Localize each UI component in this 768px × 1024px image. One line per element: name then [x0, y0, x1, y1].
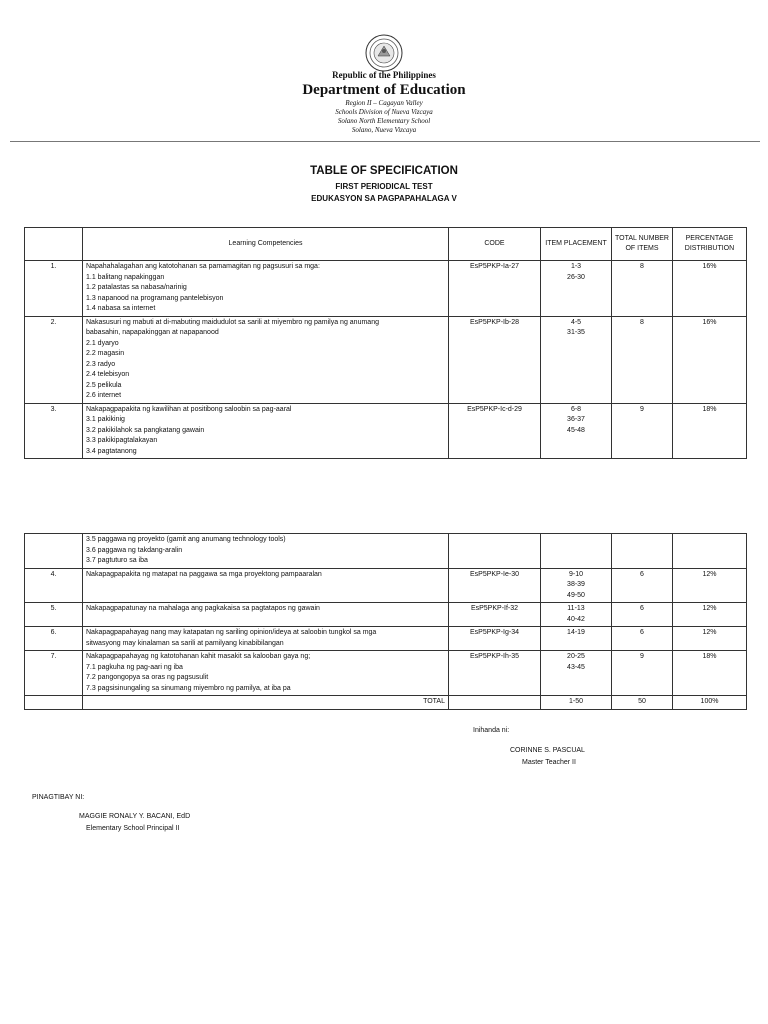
item-placement-cell — [541, 261, 612, 317]
item-placement: 43-45 — [567, 663, 585, 671]
item-placement: 36-37 — [567, 416, 585, 423]
document-subtitle-test: FIRST PERIODICAL TEST — [335, 182, 433, 191]
competency-code: EsP5PKP-Ie-30 — [449, 568, 541, 603]
prepared-by-name: CORINNE S. PASCUAL — [510, 747, 585, 754]
competency-line: 2.2 magasin — [86, 350, 125, 357]
percentage-cell: 16% — [673, 316, 747, 403]
competency-line: Nakasusuri ng mabuti at di-mabuting maidudulot sa sarili at miyembro ng pamilya ng anumang — [86, 318, 379, 326]
competency-line: 2.6 internet — [86, 392, 122, 399]
competency-number: 3. — [25, 403, 83, 459]
continuation-number-cell — [25, 534, 83, 569]
competency-line: 7.1 pagkuha ng pag-aari ng iba — [86, 663, 183, 671]
total-items-cell: 9 — [612, 651, 673, 696]
competency-line: 2.1 dyaryo — [86, 339, 119, 347]
competency-cell — [83, 603, 449, 627]
item-placement: 49-50 — [567, 591, 585, 599]
continuation-competency-cell — [83, 534, 449, 569]
competency-line: 1.2 patalastas sa nabasa/narinig — [86, 284, 187, 291]
table-row — [25, 261, 747, 317]
total-label: TOTAL — [83, 696, 449, 710]
document-title: TABLE OF SPECIFICATION — [310, 165, 458, 177]
region-line: Region II – Cagayan Valley — [345, 99, 423, 107]
competency-line: 1.1 balitang napakinggan — [86, 273, 165, 281]
competency-code: EsP5PKP-Ig-34 — [449, 627, 541, 651]
percentage-cell: 12% — [673, 603, 747, 627]
percentage-cell: 12% — [673, 568, 747, 603]
competency-line: 3.2 pakikilahok sa pangkatang gawain — [86, 426, 205, 434]
republic-heading: Republic of the Philippines — [332, 70, 436, 80]
competency-cell — [83, 403, 449, 459]
competency-line: Nakapagpapahayag nang may katapatan ng sariling opinion/ideya at saloobin tungkol sa mga — [86, 629, 377, 636]
specification-table-part2 — [24, 533, 747, 710]
competency-number: 2. — [25, 316, 83, 403]
total-items-cell: 9 — [612, 403, 673, 459]
header-competencies: Learning Competencies — [83, 228, 449, 261]
item-placement-cell — [541, 627, 612, 651]
continuation-code-cell — [449, 534, 541, 569]
table-row-continuation — [25, 534, 747, 569]
continuation-line: 3.5 paggawa ng proyekto (gamit ang anumang technology tools) — [86, 536, 286, 543]
total-items-cell: 6 — [612, 568, 673, 603]
competency-cell — [83, 316, 449, 403]
competency-number: 4. — [25, 568, 83, 603]
header-percentage: PERCENTAGE DISTRIBUTION — [673, 228, 747, 261]
competency-line: Nakapagpapakita ng matapat na paggawa sa mga proyektong pampaaralan — [86, 570, 322, 578]
total-items: 50 — [612, 696, 673, 710]
item-placement-cell — [541, 403, 612, 459]
division-line: Schools Division of Nueva Vizcaya — [335, 108, 433, 116]
continuation-total-cell — [612, 534, 673, 569]
percentage-cell: 18% — [673, 651, 747, 696]
competency-line: 3.1 pakikinig — [86, 416, 125, 423]
header-code: CODE — [449, 228, 541, 261]
competency-cell — [83, 568, 449, 603]
total-number-cell — [25, 696, 83, 710]
total-code-cell — [449, 696, 541, 710]
competency-cell — [83, 627, 449, 651]
total-items-cell: 8 — [612, 261, 673, 317]
table-header-row — [25, 228, 747, 261]
total-placement: 1-50 — [541, 696, 612, 710]
item-placement-cell — [541, 651, 612, 696]
percentage-cell: 18% — [673, 403, 747, 459]
address-line: Solano, Nueva Vizcaya — [351, 126, 417, 134]
item-placement: 45-48 — [567, 426, 585, 434]
competency-line: Nakapagpapahayag ng katotohanan kahit masakit sa kalooban gaya ng; — [86, 653, 311, 660]
item-placement: 26-30 — [567, 273, 585, 281]
competency-code: EsP5PKP-Ib-28 — [449, 316, 541, 403]
table-row — [25, 651, 747, 696]
continuation-placement-cell — [541, 534, 612, 569]
item-placement: 9-10 — [568, 570, 583, 578]
approved-by-title: Elementary School Principal II — [86, 825, 180, 832]
table-row — [25, 603, 747, 627]
competency-line: 7.3 pagsisinungaling sa sinumang miyembro ng pamilya, at iba pa — [86, 684, 291, 692]
header-total: TOTAL NUMBER OF ITEMS — [612, 228, 673, 261]
item-placement-cell — [541, 568, 612, 603]
total-percentage: 100% — [673, 696, 747, 710]
competency-number: 1. — [25, 261, 83, 317]
competency-line: Nakapagpapakita ng kawilihan at positibong saloobin sa pag-aaral — [86, 405, 292, 413]
competency-line: 2.5 pelikula — [86, 381, 122, 389]
department-heading: Department of Education — [302, 82, 466, 98]
competency-code: EsP5PKP-Ih-35 — [449, 651, 541, 696]
prepared-by-title: Master Teacher II — [522, 759, 576, 766]
competency-number: 5. — [25, 603, 83, 627]
item-placement: 31-35 — [567, 329, 585, 336]
competency-number: 7. — [25, 651, 83, 696]
item-placement: 20-25 — [567, 653, 585, 660]
document-subtitle-subject: EDUKASYON SA PAGPAPAHALAGA V — [311, 194, 457, 203]
table-row — [25, 316, 747, 403]
competency-line: 1.4 nabasa sa internet — [86, 305, 156, 312]
percentage-cell: 12% — [673, 627, 747, 651]
item-placement: 40-42 — [567, 615, 585, 623]
continuation-line: 3.7 pagtuturo sa iba — [86, 557, 148, 564]
item-placement: 11-13 — [567, 605, 585, 612]
competency-line: 3.3 pakikipagtalakayan — [86, 437, 158, 444]
competency-code: EsP5PKP-Ia-27 — [449, 261, 541, 317]
specification-table-part1 — [24, 227, 747, 459]
table-row — [25, 403, 747, 459]
item-placement-cell — [541, 603, 612, 627]
deped-seal-icon — [365, 34, 403, 72]
approved-by-label: PINAGTIBAY NI: — [32, 794, 85, 801]
header-number-cell — [25, 228, 83, 261]
continuation-line: 3.6 paggawa ng takdang-aralin — [86, 546, 183, 554]
item-placement-cell — [541, 316, 612, 403]
header-placement: ITEM PLACEMENT — [541, 228, 612, 261]
competency-code: EsP5PKP-If-32 — [449, 603, 541, 627]
header-divider — [10, 141, 760, 142]
item-placement: 1-3 — [570, 263, 582, 270]
competency-line: babasahin, napapakinggan at napapanood — [86, 329, 219, 336]
table-row — [25, 627, 747, 651]
competency-cell — [83, 261, 449, 317]
competency-line: sitwasyong may kinalaman sa sarili at pamilyang kinabibilangan — [86, 639, 284, 647]
competency-line: 1.3 napanood na programang pantelebisyon — [86, 294, 224, 302]
total-items-cell: 8 — [612, 316, 673, 403]
competency-code: EsP5PKP-Ic-d-29 — [449, 403, 541, 459]
table-total-row — [25, 696, 747, 710]
percentage-cell: 16% — [673, 261, 747, 317]
competency-line: 2.4 telebisyon — [86, 371, 130, 378]
prepared-by-label: Inihanda ni: — [473, 727, 510, 734]
total-items-cell: 6 — [612, 627, 673, 651]
competency-line: Napahahalagahan ang katotohanan sa pamamagitan ng pagsusuri sa mga: — [86, 263, 320, 270]
item-placement: 38-39 — [567, 581, 585, 588]
item-placement: 14-19 — [567, 629, 585, 636]
competency-line: 3.4 pagtatanong — [86, 447, 137, 455]
item-placement: 6-8 — [570, 405, 582, 413]
competency-line: 2.3 radyo — [86, 360, 116, 368]
total-items-cell: 6 — [612, 603, 673, 627]
competency-line: 7.2 pangongopya sa oras ng pagsusulit — [86, 674, 209, 681]
continuation-percentage-cell — [673, 534, 747, 569]
table-row — [25, 568, 747, 603]
item-placement: 4-5 — [570, 318, 582, 326]
competency-cell — [83, 651, 449, 696]
competency-number: 6. — [25, 627, 83, 651]
approved-by-name: MAGGIE RONALY Y. BACANI, EdD — [79, 813, 191, 820]
school-line: Solano North Elementary School — [337, 117, 431, 125]
competency-line: Nakapagpapatunay na mahalaga ang pagkakaisa sa pagtatapos ng gawain — [86, 605, 320, 612]
